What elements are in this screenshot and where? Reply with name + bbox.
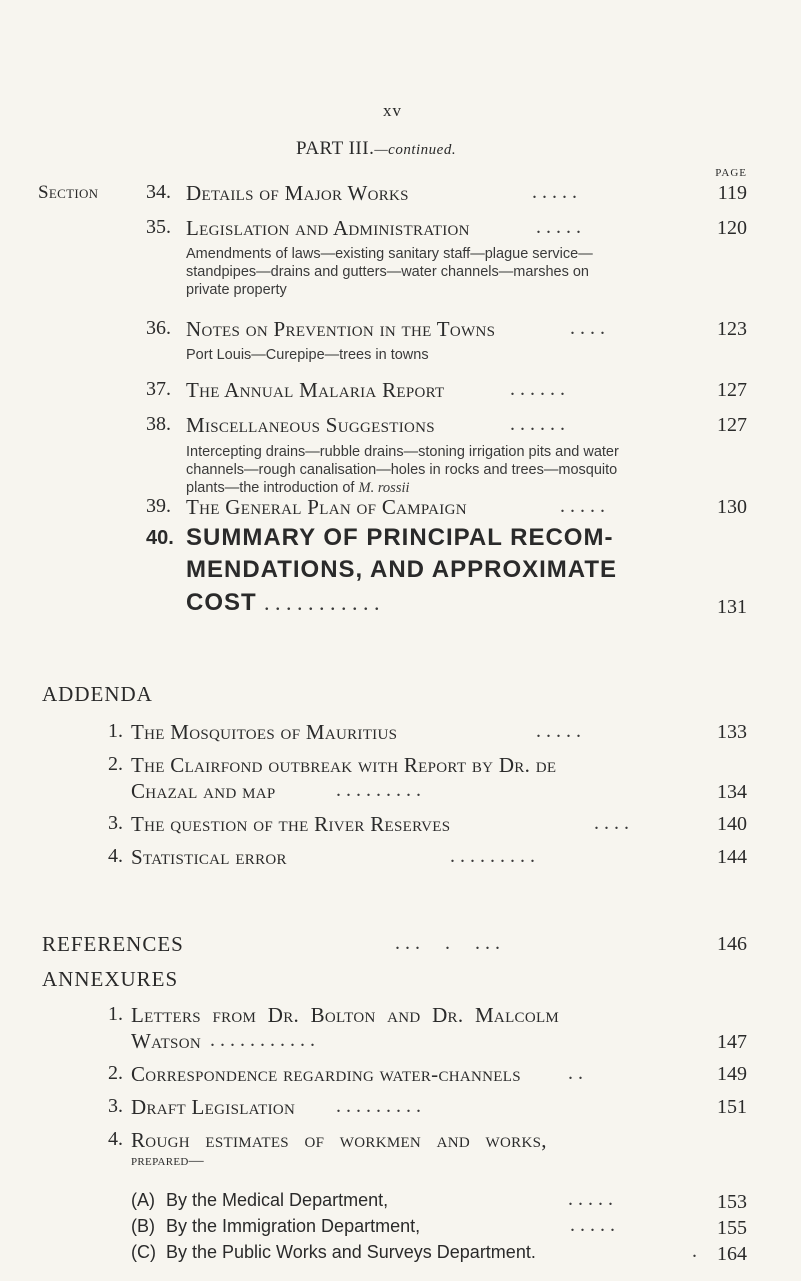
- section-label: Section: [38, 182, 99, 203]
- estimate-label: (A): [131, 1190, 155, 1210]
- addendum-num: 1.: [108, 720, 123, 742]
- page-number: 147: [717, 1031, 747, 1053]
- section-title: The Annual Malaria Report: [186, 378, 445, 402]
- annexure-num: 4.: [108, 1128, 123, 1150]
- section-title: Notes on Prevention in the Towns: [186, 317, 496, 341]
- annexure-title-line: Watson: [131, 1029, 201, 1053]
- addendum-title: The Mosquitoes of Mauritius: [131, 720, 398, 744]
- annexure-title-line: Rough estimates of workmen and works,: [131, 1128, 547, 1152]
- dot-leader: . . . . . . . . . . .: [210, 1029, 315, 1051]
- dot-leader: . . . . . . . . .: [336, 779, 421, 801]
- part-title: [296, 138, 456, 160]
- section-title: Miscellaneous Suggestions: [186, 413, 435, 437]
- page-number: 144: [717, 846, 747, 868]
- references-heading: REFERENCES: [42, 932, 184, 956]
- part-title-main: PART III.: [296, 138, 375, 159]
- dot-leader: .: [692, 1240, 697, 1262]
- section-title: Details of Major Works: [186, 181, 409, 205]
- dot-leader: . . . . .: [536, 216, 581, 238]
- page-roman-numeral: xv: [383, 101, 402, 120]
- annexure-title: Correspondence regarding water-channels: [131, 1062, 521, 1086]
- addendum-num: 4.: [108, 845, 123, 867]
- section-num: 36.: [146, 317, 171, 339]
- section-num: 38.: [146, 413, 171, 435]
- page-number: 155: [717, 1217, 747, 1239]
- species-name: M. rossii: [358, 480, 410, 496]
- annexure-title-line: Letters from Dr. Bolton and Dr. Malcolm: [131, 1003, 560, 1027]
- page-number: 153: [717, 1191, 747, 1213]
- dot-leader: . . . . . .: [510, 378, 565, 400]
- dot-leader: . . . . .: [536, 720, 581, 742]
- section-title-line: COST: [186, 589, 257, 616]
- section-num: 37.: [146, 378, 171, 400]
- section-description: Intercepting drains—rubble drains—stoning irrigation pits and water channels—rough canalisation—holes in rocks and trees—mosquito plants—the introduction of M. rossii: [186, 444, 619, 496]
- estimate-text: By the Public Works and Surveys Department.: [166, 1242, 536, 1262]
- annexure-num: 3.: [108, 1095, 123, 1117]
- section-description: Port Louis—Curepipe—trees in towns: [186, 347, 429, 363]
- section-num: 34.: [146, 181, 171, 203]
- section-num: 35.: [146, 216, 171, 238]
- addenda-heading: ADDENDA: [42, 682, 153, 706]
- annexure-title: Draft Legislation: [131, 1095, 296, 1119]
- page-number: 133: [717, 721, 747, 743]
- addendum-num: 3.: [108, 812, 123, 834]
- dot-leader: . . . . . .: [510, 413, 565, 435]
- estimate-text: By the Immigration Department,: [166, 1216, 421, 1236]
- section-title-line: SUMMARY OF PRINCIPAL RECOM-: [186, 524, 614, 551]
- section-num: 40.: [146, 527, 174, 549]
- page-number: 127: [717, 379, 747, 401]
- estimate-label: (C): [131, 1242, 156, 1262]
- addendum-title: Statistical error: [131, 845, 287, 869]
- section-description: Amendments of laws—existing sanitary staff—plague service—standpipes—drains and gutters—water channels—marshes on private property: [186, 246, 593, 298]
- page-number: 131: [717, 596, 747, 618]
- page-number: 134: [717, 781, 747, 803]
- estimate-text: By the Medical Department,: [166, 1190, 389, 1210]
- estimate-label: (B): [131, 1216, 155, 1236]
- page-number: 130: [717, 496, 747, 518]
- addendum-title: The question of the River Reserves: [131, 812, 451, 836]
- dot-leader: . . . . .: [532, 181, 577, 203]
- page-number: 120: [717, 217, 747, 239]
- page-number: 151: [717, 1096, 747, 1118]
- addendum-num: 2.: [108, 753, 123, 775]
- dot-leader: . . . . .: [568, 1188, 613, 1210]
- addendum-title-line: Chazal and map: [131, 779, 276, 803]
- section-title: Legislation and Administration: [186, 216, 470, 240]
- addendum-title-line: The Clairfond outbreak with Report by Dr. de: [131, 753, 557, 777]
- dot-leader: . . . . . . . . .: [336, 1095, 421, 1117]
- page-column-label: PAGE: [715, 167, 747, 179]
- dot-leader: . . . . . . . . . . .: [264, 590, 380, 615]
- section-title-line: MENDATIONS, AND APPROXIMATE: [186, 556, 618, 583]
- page-number: 127: [717, 414, 747, 436]
- annexure-title-line: prepared—: [131, 1153, 204, 1169]
- annexure-num: 1.: [108, 1003, 123, 1025]
- page-number: 140: [717, 813, 747, 835]
- dot-leader: . . . . .: [570, 1214, 615, 1236]
- page-number: 146: [717, 933, 747, 955]
- annexure-num: 2.: [108, 1062, 123, 1084]
- section-num: 39.: [146, 495, 171, 517]
- page-number: 149: [717, 1063, 747, 1085]
- dot-leader: . . . .: [570, 317, 605, 339]
- dot-leader: . . . . .: [560, 495, 605, 517]
- annexures-heading: ANNEXURES: [42, 967, 179, 991]
- dot-leader: . . . . . . .: [395, 932, 500, 954]
- page-number: 123: [717, 318, 747, 340]
- page-number: 164: [717, 1243, 747, 1265]
- page-number: 119: [717, 182, 747, 204]
- dot-leader: . .: [568, 1062, 583, 1084]
- dot-leader: . . . . . . . . .: [450, 845, 535, 867]
- section-title: The General Plan of Campaign: [186, 495, 467, 519]
- part-title-continued: —continued.: [374, 142, 457, 158]
- dot-leader: . . . .: [594, 812, 629, 834]
